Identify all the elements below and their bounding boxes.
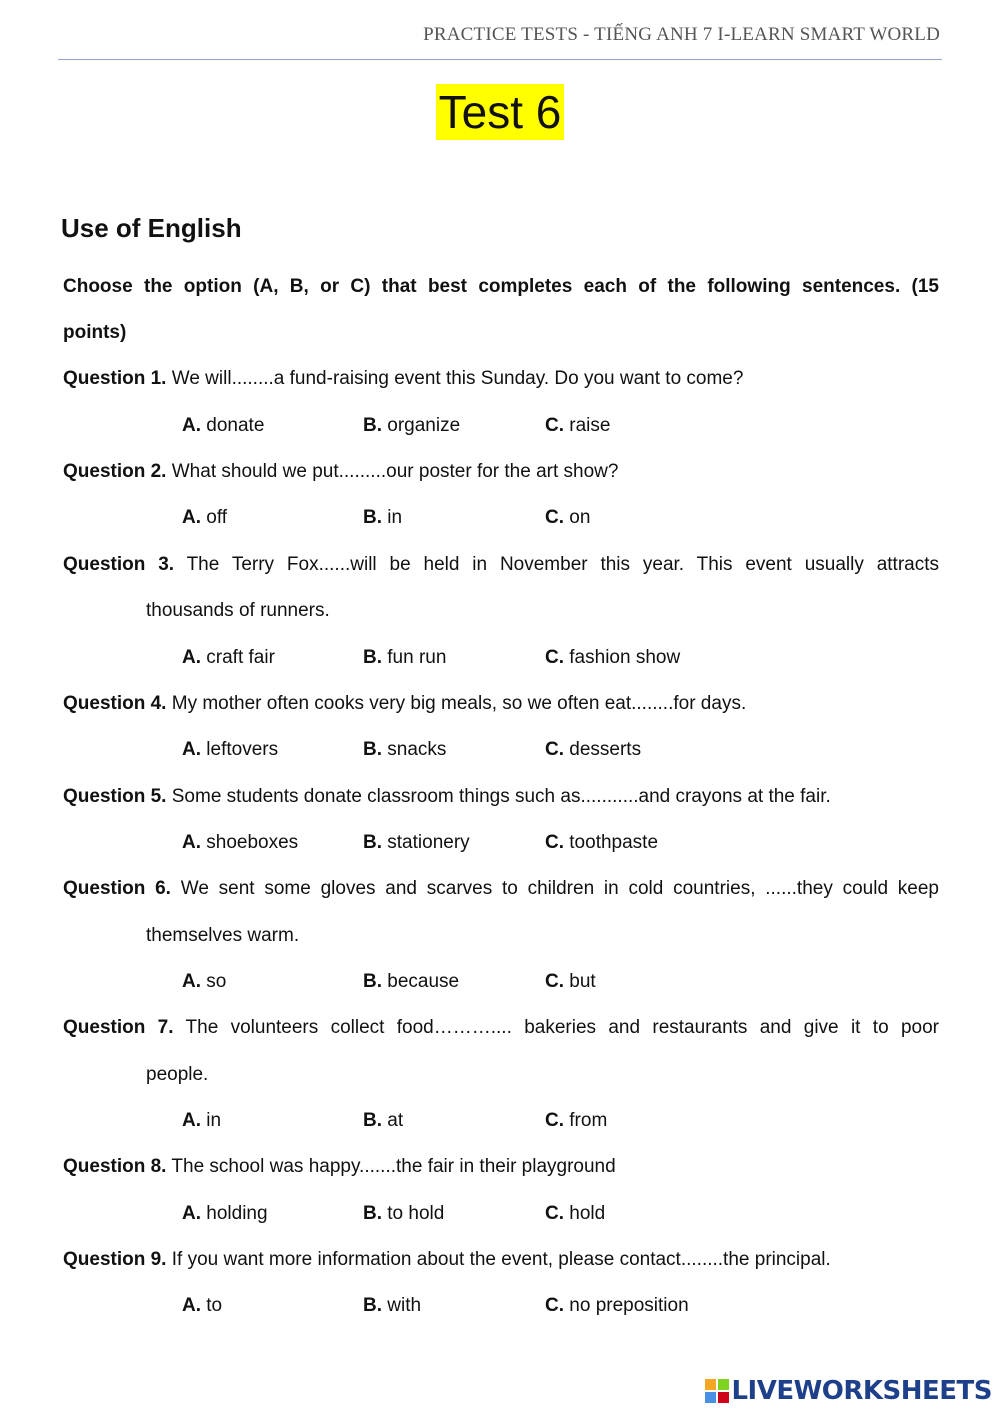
page-header: PRACTICE TESTS - TIẾNG ANH 7 I-LEARN SMART WORLD bbox=[423, 24, 940, 45]
question-6 bbox=[63, 877, 939, 901]
question-5-option-a: A. shoeboxes bbox=[182, 832, 299, 853]
question-text: Some students donate classroom things such as...........and crayons at the fair. bbox=[171, 786, 831, 807]
question-label: Question 2. bbox=[63, 461, 167, 482]
question-text: The volunteers collect food……….... bakeries and restaurants and give it to poor bbox=[185, 1017, 939, 1038]
question-3-continuation: thousands of runners. bbox=[146, 600, 330, 621]
question-1-option-a: A. donate bbox=[182, 415, 265, 436]
question-2-option-b: B. in bbox=[363, 507, 403, 528]
question-7 bbox=[63, 1016, 939, 1040]
question-3-option-c: C. fashion show bbox=[545, 647, 681, 668]
question-7-option-a: A. in bbox=[182, 1110, 222, 1131]
question-5-option-b: B. stationery bbox=[363, 832, 470, 853]
question-text: We sent some gloves and scarves to children in cold countries, ......they could keep bbox=[180, 878, 940, 899]
question-4-option-b: B. snacks bbox=[363, 739, 447, 760]
question-4-option-c: C. desserts bbox=[545, 739, 642, 760]
question-label: Question 8. bbox=[63, 1156, 167, 1177]
question-label: Question 7. bbox=[63, 1017, 174, 1038]
question-2 bbox=[63, 460, 939, 484]
question-text: The Terry Fox......will be held in November this year. This event usually attracts bbox=[186, 554, 939, 575]
question-label: Question 4. bbox=[63, 693, 167, 714]
question-2-option-a: A. off bbox=[182, 507, 228, 528]
question-6-option-c: C. but bbox=[545, 971, 596, 992]
question-label: Question 9. bbox=[63, 1249, 167, 1270]
question-label: Question 5. bbox=[63, 786, 167, 807]
question-label: Question 3. bbox=[63, 554, 175, 575]
question-text: We will........a fund-raising event this Sunday. Do you want to come? bbox=[171, 368, 744, 389]
question-text: My mother often cooks very big meals, so we often eat........for days. bbox=[171, 693, 747, 714]
question-5-option-c: C. toothpaste bbox=[545, 832, 659, 853]
question-label: Question 6. bbox=[63, 878, 171, 899]
question-7-continuation: people. bbox=[146, 1064, 209, 1085]
instructions-line-2: points) bbox=[63, 322, 127, 343]
question-1 bbox=[63, 367, 939, 391]
question-8-option-b: B. to hold bbox=[363, 1203, 445, 1224]
question-text: If you want more information about the event, please contact........the principal. bbox=[171, 1249, 831, 1270]
question-6-option-b: B. because bbox=[363, 971, 460, 992]
liveworksheets-logo[interactable] bbox=[705, 1376, 992, 1406]
question-4-option-a: A. leftovers bbox=[182, 739, 279, 760]
question-9-option-a: A. to bbox=[182, 1295, 223, 1316]
question-2-option-c: C. on bbox=[545, 507, 591, 528]
question-text: What should we put.........our poster for the art show? bbox=[171, 461, 619, 482]
header-divider bbox=[58, 59, 942, 60]
question-7-option-c: C. from bbox=[545, 1110, 608, 1131]
question-6-option-a: A. so bbox=[182, 971, 227, 992]
instructions-line-1: Choose the option (A, B, or C) that best completes each of the following sentences. (15 bbox=[63, 276, 939, 297]
question-1-option-c: C. raise bbox=[545, 415, 611, 436]
question-9 bbox=[63, 1248, 939, 1272]
liveworksheets-logo-icon bbox=[705, 1379, 729, 1403]
question-9-option-c: C. no preposition bbox=[545, 1295, 689, 1316]
question-3-option-a: A. craft fair bbox=[182, 647, 275, 668]
question-3 bbox=[63, 553, 939, 577]
question-5 bbox=[63, 785, 939, 809]
question-6-continuation: themselves warm. bbox=[146, 925, 300, 946]
question-8 bbox=[63, 1155, 939, 1179]
section-heading: Use of English bbox=[61, 213, 242, 243]
question-text: The school was happy.......the fair in their playground bbox=[171, 1156, 616, 1177]
question-4 bbox=[63, 692, 939, 716]
question-label: Question 1. bbox=[63, 368, 167, 389]
question-7-option-b: B. at bbox=[363, 1110, 404, 1131]
question-1-option-b: B. organize bbox=[363, 415, 461, 436]
question-8-option-a: A. holding bbox=[182, 1203, 268, 1224]
page-title: Test 6 bbox=[436, 84, 565, 140]
question-3-option-b: B. fun run bbox=[363, 647, 447, 668]
question-8-option-c: C. hold bbox=[545, 1203, 606, 1224]
logo-text: LIVEWORKSHEETS bbox=[731, 1376, 992, 1406]
question-9-option-b: B. with bbox=[363, 1295, 422, 1316]
